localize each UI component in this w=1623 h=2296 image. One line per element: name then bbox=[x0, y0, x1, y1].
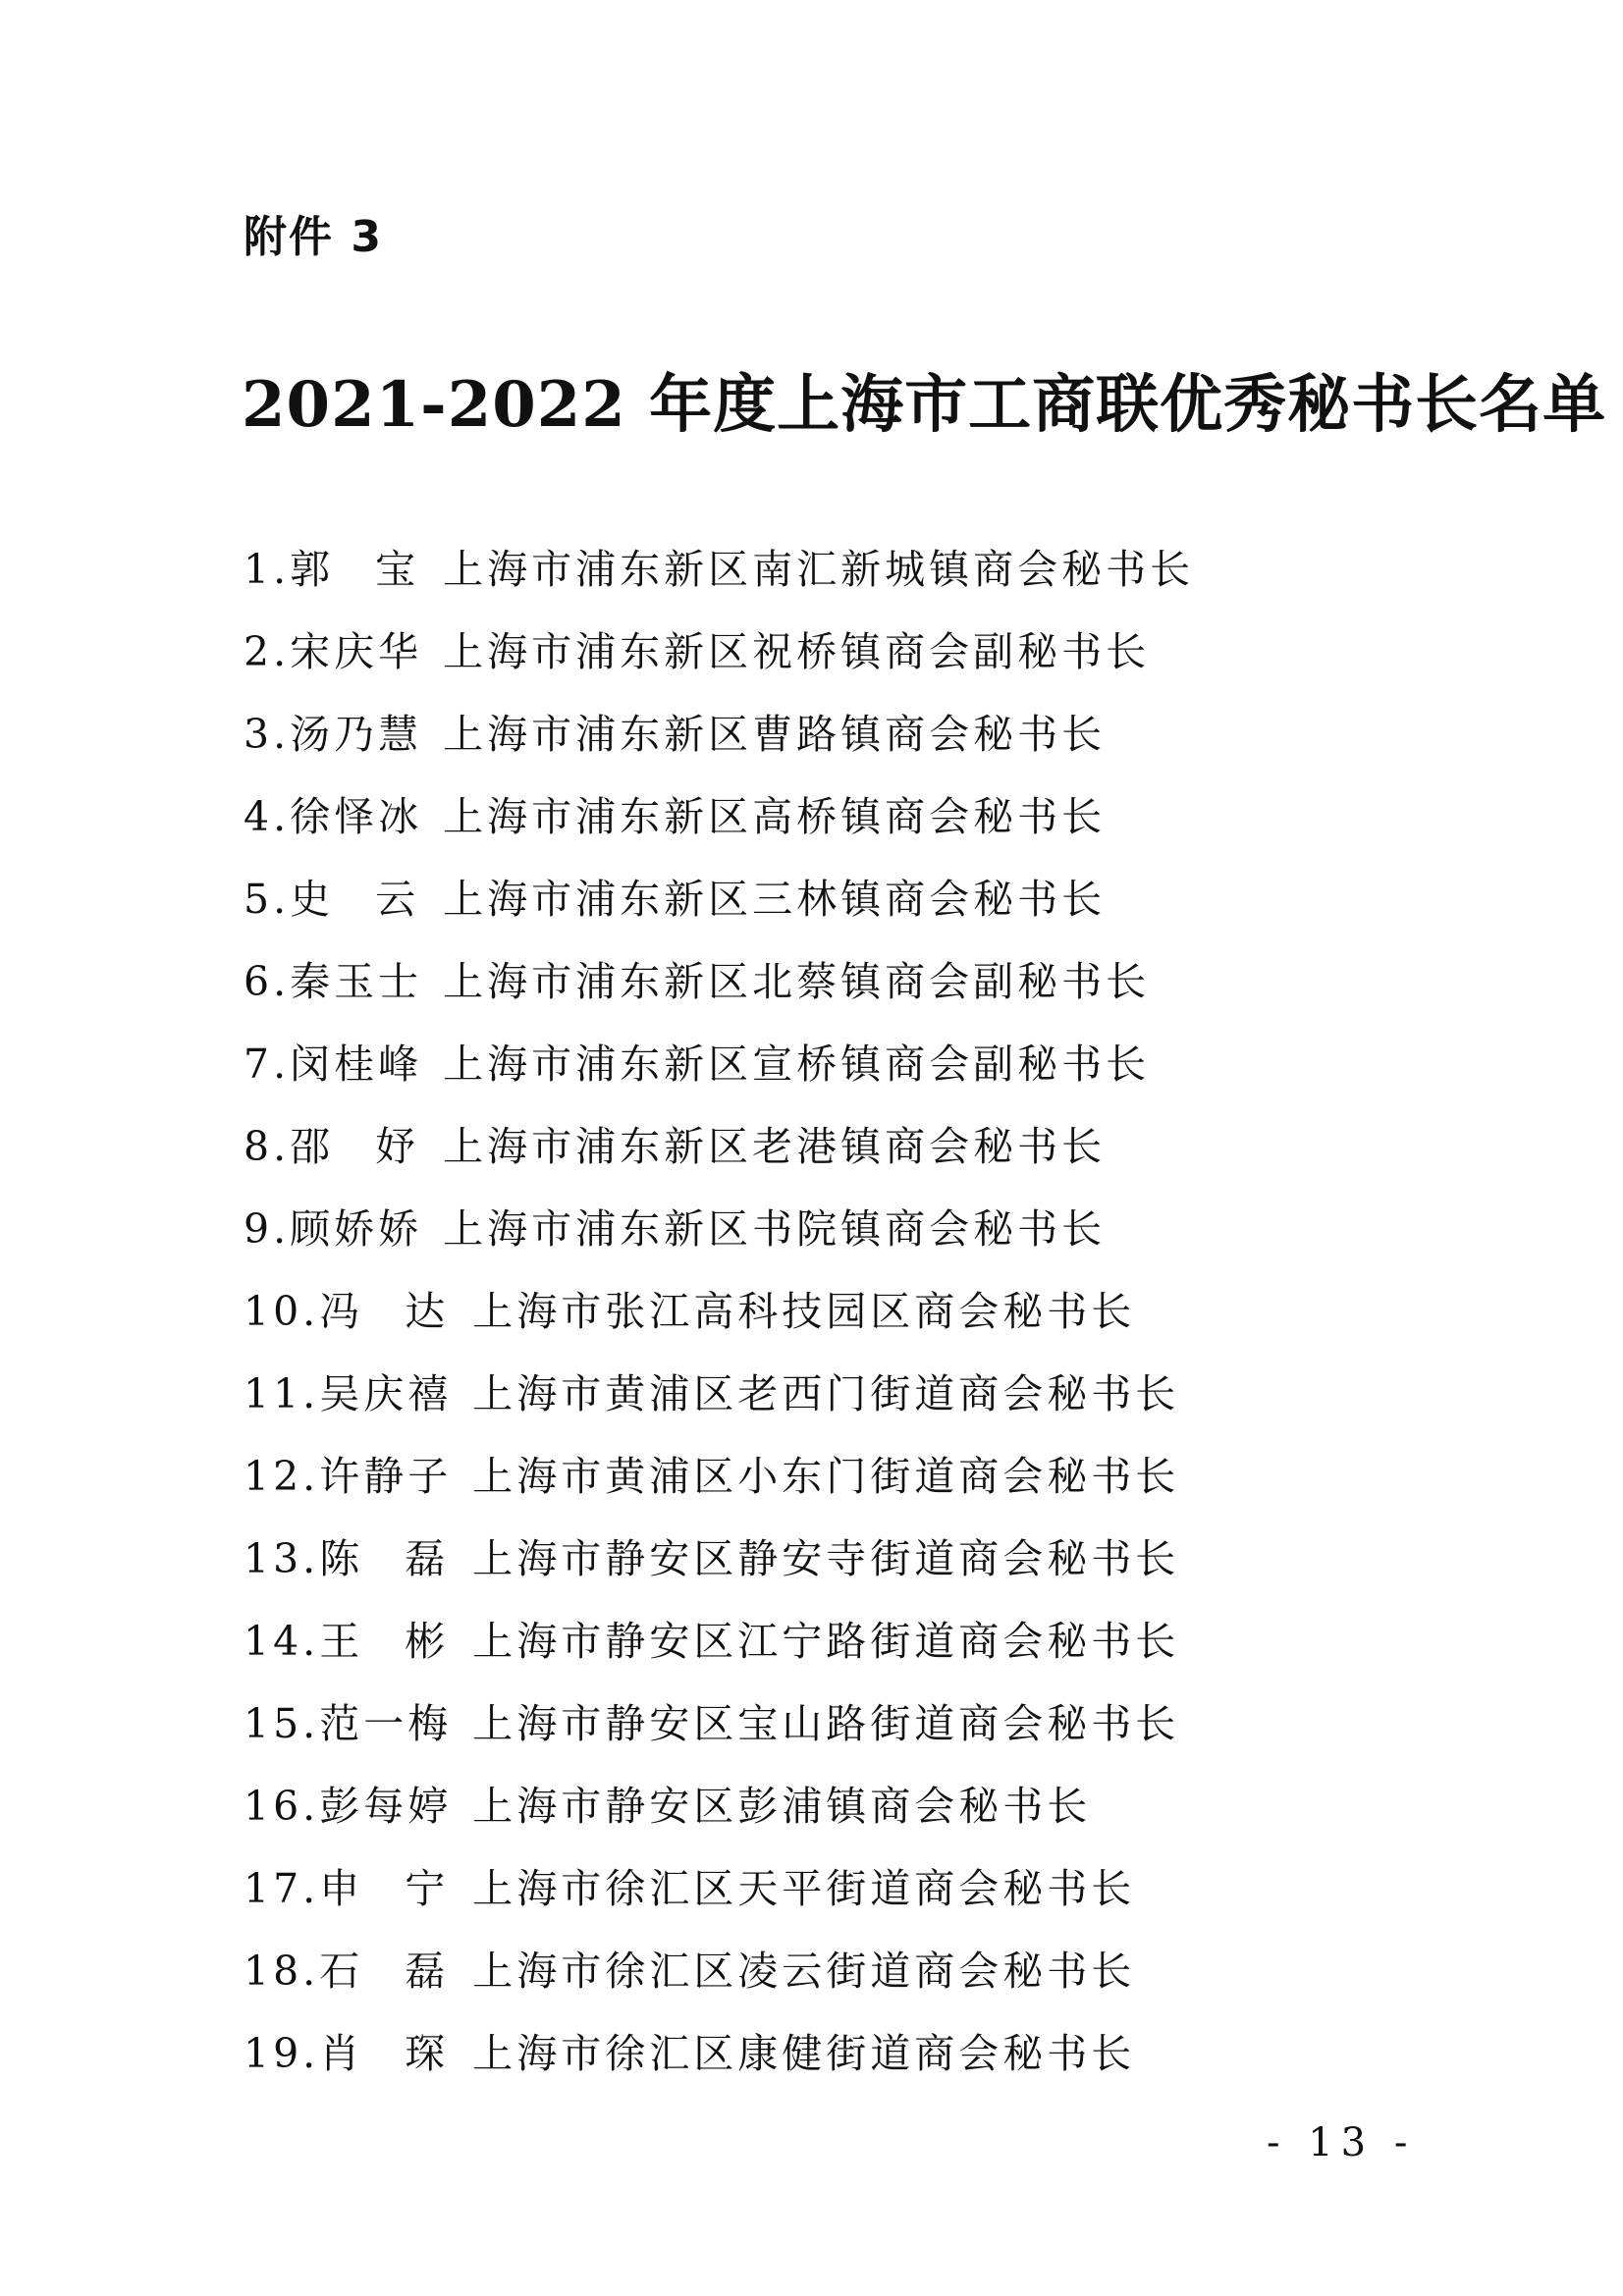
list-item bbox=[243, 1772, 1194, 1854]
item-index: 2. bbox=[243, 628, 291, 675]
item-name: 顾娇娇 bbox=[290, 1205, 423, 1253]
item-name: 邵妤 bbox=[290, 1123, 420, 1170]
item-index: 19. bbox=[243, 2030, 320, 2077]
item-index: 10. bbox=[243, 1288, 320, 1335]
item-organization: 上海市浦东新区曹路镇商会秘书长 bbox=[443, 711, 1107, 758]
item-index: 8. bbox=[243, 1123, 291, 1170]
item-organization: 上海市静安区彭浦镇商会秘书长 bbox=[472, 1783, 1092, 1830]
item-organization: 上海市徐汇区康健街道商会秘书长 bbox=[472, 2030, 1136, 2077]
item-name: 史云 bbox=[290, 876, 420, 923]
list-item bbox=[243, 700, 1194, 782]
item-index: 1. bbox=[243, 546, 291, 593]
list-item bbox=[243, 1854, 1194, 1937]
item-name: 秦玉士 bbox=[290, 958, 423, 1005]
list-item bbox=[243, 1195, 1194, 1277]
item-organization: 上海市浦东新区祝桥镇商会副秘书长 bbox=[443, 628, 1151, 675]
item-index: 17. bbox=[243, 1865, 320, 1912]
list-item bbox=[243, 865, 1194, 947]
list-item bbox=[243, 1030, 1194, 1112]
item-organization: 上海市静安区江宁路街道商会秘书长 bbox=[472, 1618, 1180, 1665]
list-item bbox=[243, 1112, 1194, 1195]
item-index: 6. bbox=[243, 958, 291, 1005]
item-name: 闵桂峰 bbox=[290, 1041, 423, 1088]
item-organization: 上海市徐汇区天平街道商会秘书长 bbox=[472, 1865, 1136, 1912]
item-index: 11. bbox=[243, 1370, 320, 1417]
item-index: 13. bbox=[243, 1535, 320, 1582]
item-index: 14. bbox=[243, 1618, 320, 1665]
item-organization: 上海市静安区宝山路街道商会秘书长 bbox=[472, 1700, 1180, 1747]
item-organization: 上海市浦东新区北蔡镇商会副秘书长 bbox=[443, 958, 1151, 1005]
item-organization: 上海市黄浦区小东门街道商会秘书长 bbox=[472, 1453, 1180, 1500]
list-item bbox=[243, 1689, 1194, 1772]
honoree-list bbox=[243, 535, 1194, 2102]
item-organization: 上海市浦东新区老港镇商会秘书长 bbox=[443, 1123, 1107, 1170]
item-name: 徐怿冰 bbox=[290, 793, 423, 840]
item-index: 3. bbox=[243, 711, 291, 758]
list-item bbox=[243, 617, 1194, 700]
item-name: 王彬 bbox=[319, 1618, 450, 1665]
list-item bbox=[243, 535, 1194, 617]
item-index: 15. bbox=[243, 1700, 320, 1747]
item-name: 汤乃慧 bbox=[290, 711, 423, 758]
list-item bbox=[243, 1360, 1194, 1442]
item-name: 许静子 bbox=[319, 1453, 453, 1500]
item-index: 9. bbox=[243, 1205, 291, 1253]
item-index: 7. bbox=[243, 1041, 291, 1088]
list-item bbox=[243, 782, 1194, 865]
item-organization: 上海市浦东新区南汇新城镇商会秘书长 bbox=[443, 546, 1195, 593]
item-organization: 上海市徐汇区凌云街道商会秘书长 bbox=[472, 1948, 1136, 1995]
item-organization: 上海市浦东新区三林镇商会秘书长 bbox=[443, 876, 1107, 923]
attachment-label: 附件 3 bbox=[243, 212, 383, 262]
item-name: 郭宝 bbox=[290, 546, 420, 593]
item-name: 申宁 bbox=[319, 1865, 450, 1912]
item-name: 宋庆华 bbox=[290, 628, 423, 675]
document-title: 2021-2022 年度上海市工商联优秀秘书长名单 bbox=[242, 368, 1607, 442]
list-item bbox=[243, 1442, 1194, 1524]
item-index: 4. bbox=[243, 793, 291, 840]
item-name: 肖琛 bbox=[319, 2030, 450, 2077]
list-item bbox=[243, 1937, 1194, 2019]
item-name: 吴庆禧 bbox=[319, 1370, 453, 1417]
item-index: 18. bbox=[243, 1948, 320, 1995]
item-organization: 上海市浦东新区高桥镇商会秘书长 bbox=[443, 793, 1107, 840]
item-organization: 上海市张江高科技园区商会秘书长 bbox=[472, 1288, 1136, 1335]
item-index: 12. bbox=[243, 1453, 320, 1500]
item-name: 石磊 bbox=[319, 1948, 450, 1995]
item-name: 范一梅 bbox=[319, 1700, 453, 1747]
list-item bbox=[243, 1607, 1194, 1689]
item-index: 5. bbox=[243, 876, 291, 923]
item-organization: 上海市浦东新区书院镇商会秘书长 bbox=[443, 1205, 1107, 1253]
page-number: - 13 - bbox=[1267, 2120, 1416, 2165]
item-name: 陈磊 bbox=[319, 1535, 450, 1582]
item-index: 16. bbox=[243, 1783, 320, 1830]
list-item bbox=[243, 947, 1194, 1030]
list-item bbox=[243, 1524, 1194, 1607]
list-item bbox=[243, 2019, 1194, 2102]
item-name: 彭每婷 bbox=[319, 1783, 453, 1830]
list-item bbox=[243, 1277, 1194, 1360]
item-organization: 上海市静安区静安寺街道商会秘书长 bbox=[472, 1535, 1180, 1582]
item-organization: 上海市黄浦区老西门街道商会秘书长 bbox=[472, 1370, 1180, 1417]
item-organization: 上海市浦东新区宣桥镇商会副秘书长 bbox=[443, 1041, 1151, 1088]
item-name: 冯达 bbox=[319, 1288, 450, 1335]
